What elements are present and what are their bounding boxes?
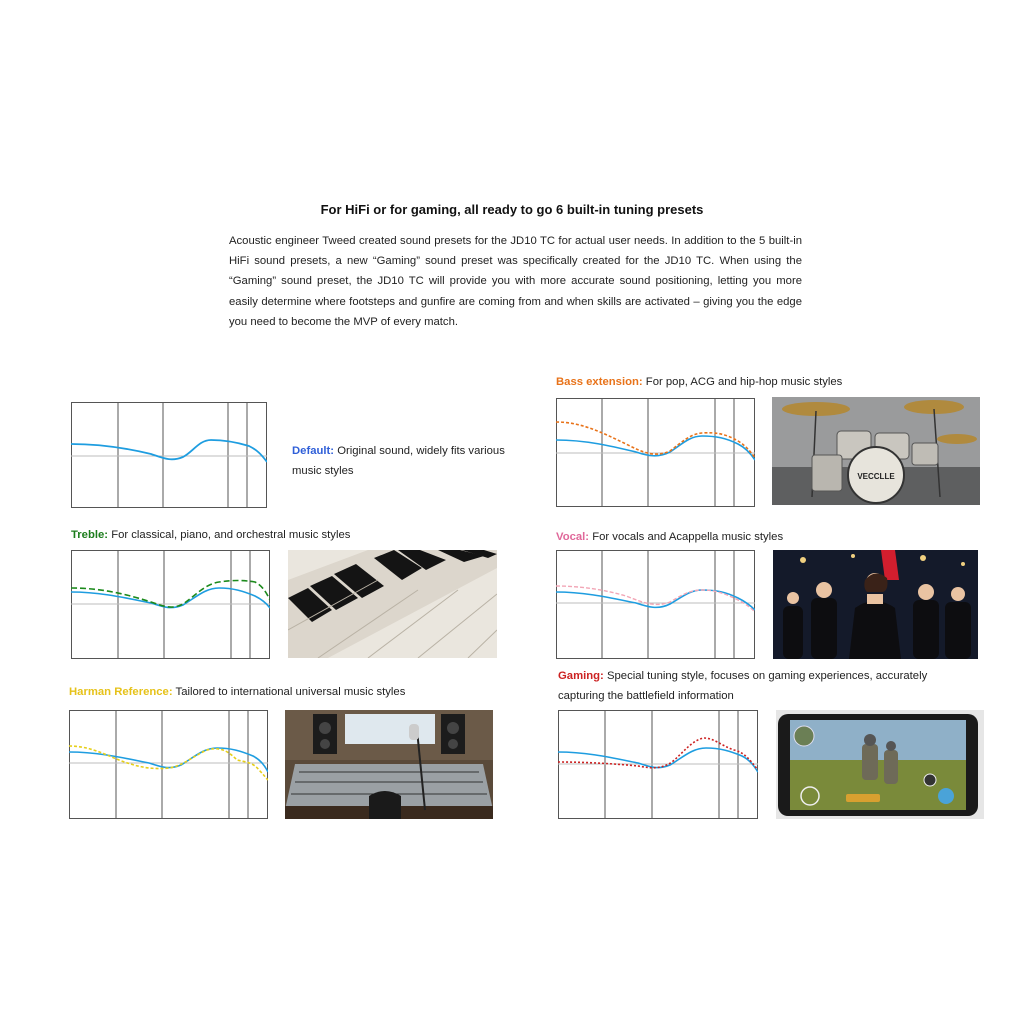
gaming-eq-graph [558, 710, 758, 819]
default-label [292, 441, 522, 481]
treble-label [71, 525, 491, 545]
bass-label [556, 372, 976, 392]
bass-name: Bass extension: [556, 376, 643, 388]
treble-eq-graph [71, 550, 270, 659]
vocal-label [556, 527, 976, 547]
harman-label [69, 682, 489, 702]
vocal-performance-photo [773, 550, 978, 659]
harman-eq-graph [69, 710, 268, 819]
drum-brand-text: VECCLLE [857, 472, 895, 481]
bass-desc: For pop, ACG and hip-hop music styles [645, 376, 843, 388]
bass-eq-graph [556, 398, 755, 507]
drum-kit-photo [772, 397, 980, 505]
vocal-name: Vocal: [556, 531, 590, 543]
gaming-name: Gaming: [558, 670, 604, 682]
gaming-desc: Special tuning style, focuses on gaming experiences, accurately capturing the battlefield information [558, 670, 928, 702]
harman-name: Harman Reference: [69, 686, 173, 698]
treble-name: Treble: [71, 529, 109, 541]
default-desc: Original sound, widely fits various music styles [292, 445, 505, 477]
treble-desc: For classical, piano, and orchestral music styles [111, 529, 351, 541]
default-eq-graph [71, 402, 267, 508]
studio-console-photo [285, 710, 493, 819]
vocal-eq-graph [556, 550, 755, 659]
default-name: Default: [292, 445, 335, 457]
gaming-label [558, 666, 958, 706]
page-title: For HiFi or for gaming, all ready to go 6 built-in tuning presets [320, 202, 704, 217]
mobile-gaming-photo [776, 710, 984, 819]
vocal-desc: For vocals and Acappella music styles [592, 531, 784, 543]
piano-keys-photo [288, 550, 497, 658]
harman-desc: Tailored to international universal music styles [175, 686, 406, 698]
intro-paragraph: Acoustic engineer Tweed created sound presets for the JD10 TC for actual user needs. In addition to the 5 built-in HiFi sound presets, a new “Gaming” sound preset was specifically created for the JD10 TC. When using the “Gaming” sound preset, the JD10 TC will provide you with more accurate sound positioning, letting you more easily determine where footsteps and gunfire are coming from and when skills are activated – giving you the edge you need to become the MVP of every match. [229, 235, 802, 328]
